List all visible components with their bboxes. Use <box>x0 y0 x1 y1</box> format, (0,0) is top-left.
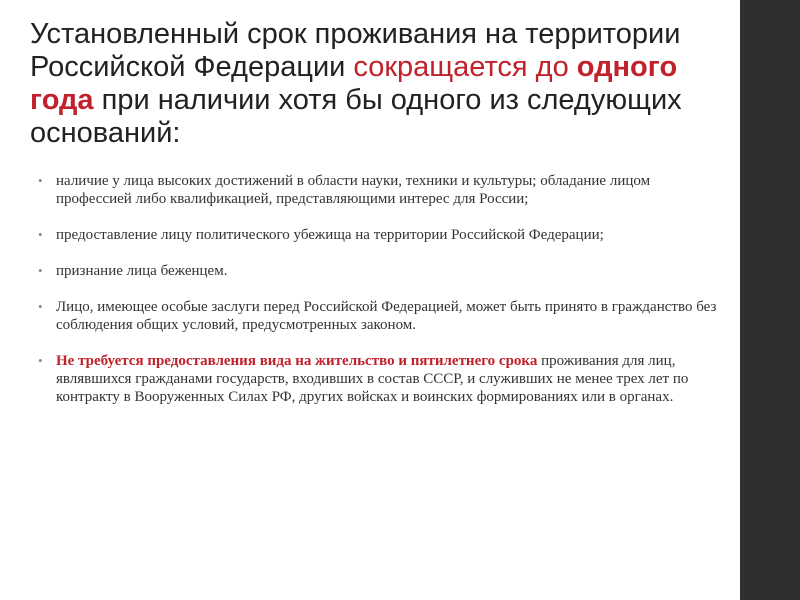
list-item-text: предоставление лицу политического убежища на территории Российской Федерации; <box>56 227 604 243</box>
slide-title <box>30 18 730 150</box>
list-item-text: признание лица беженцем. <box>56 263 228 279</box>
title-part-4: при наличии хотя бы одного из следующих оснований: <box>30 84 682 149</box>
bullet-icon: • <box>38 353 43 368</box>
right-sidebar-bar <box>740 0 800 600</box>
list-item-text: наличие у лица высоких достижений в области науки, техники и культуры; обладание лицом профессией либо квалификацией, представляющими интерес для России; <box>56 173 651 207</box>
bullet-icon: • <box>38 299 43 314</box>
list-item-highlight: Не требуется предоставления вида на жительство и пятилетнего срока <box>56 353 538 369</box>
list-item <box>38 352 728 406</box>
list-item <box>38 172 728 208</box>
list-item-text: Лицо, имеющее особые заслуги перед Российской Федерацией, может быть принято в гражданство без соблюдения общих условий, предусмотренных законом. <box>56 299 717 333</box>
bullet-list <box>38 172 728 426</box>
title-part-2: сокращается до <box>353 51 577 83</box>
list-item <box>38 226 728 244</box>
list-item-text: проживания для лиц, являвшихся гражданами государств, входивших в состав СССР, и служивших не менее трех лет по контракту в Вооруженных Силах РФ, других войсках и воинских формированиях или в органах. <box>56 353 689 405</box>
bullet-icon: • <box>38 263 43 278</box>
title-part-1: Установленный срок проживания на территории Российской Федерации <box>30 18 681 83</box>
bullet-icon: • <box>38 173 43 188</box>
title-part-3: одного года <box>30 51 678 116</box>
bullet-icon: • <box>38 227 43 242</box>
list-item <box>38 262 728 280</box>
list-item <box>38 298 728 334</box>
